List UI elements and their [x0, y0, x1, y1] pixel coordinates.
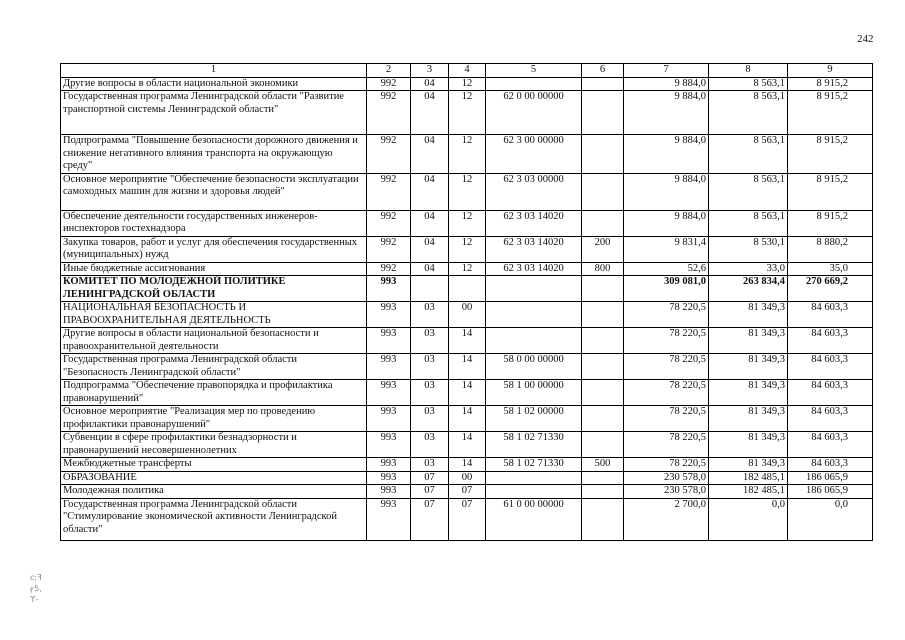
row-value-cell: 84 603,3 [788, 354, 873, 380]
row-value-cell: 9 884,0 [624, 210, 709, 236]
row-value-cell: 07 [411, 498, 449, 540]
row-value-cell: 62 3 00 00000 [486, 135, 582, 174]
row-value-cell: 52,6 [624, 262, 709, 276]
row-name-cell: Иные бюджетные ассигнования [61, 262, 367, 276]
header-cell: 3 [411, 64, 449, 78]
row-value-cell: 07 [449, 498, 486, 540]
row-value-cell [486, 471, 582, 485]
row-value-cell: 8 880,2 [788, 236, 873, 262]
table-row [61, 471, 873, 485]
row-value-cell [486, 77, 582, 91]
row-value-cell: 9 831,4 [624, 236, 709, 262]
row-value-cell: 8 563,1 [709, 135, 788, 174]
row-name-cell: Молодежная политика [61, 485, 367, 499]
table-row [61, 77, 873, 91]
row-value-cell: 14 [449, 354, 486, 380]
row-value-cell: 14 [449, 458, 486, 472]
table-row [61, 354, 873, 380]
table-row [61, 91, 873, 135]
row-value-cell: 03 [411, 302, 449, 328]
row-value-cell: 992 [367, 262, 411, 276]
row-value-cell: 12 [449, 173, 486, 210]
row-value-cell: 03 [411, 354, 449, 380]
row-value-cell: 993 [367, 328, 411, 354]
table-row [61, 498, 873, 540]
row-value-cell: 182 485,1 [709, 471, 788, 485]
row-value-cell: 993 [367, 485, 411, 499]
row-value-cell: 04 [411, 77, 449, 91]
row-value-cell: 992 [367, 91, 411, 135]
row-name-cell: Подпрограмма "Обеспечение правопорядка и профилактика правонарушений" [61, 380, 367, 406]
row-value-cell: 04 [411, 173, 449, 210]
row-value-cell: 14 [449, 380, 486, 406]
row-value-cell: 07 [449, 485, 486, 499]
row-value-cell: 230 578,0 [624, 485, 709, 499]
row-value-cell: 993 [367, 458, 411, 472]
row-name-cell: Субвенции в сфере профилактики безнадзорности и правонарушений несовершеннолетних [61, 432, 367, 458]
row-value-cell: 78 220,5 [624, 328, 709, 354]
table-row [61, 406, 873, 432]
row-value-cell: 993 [367, 471, 411, 485]
row-name-cell: Основное мероприятие "Обеспечение безопасности эксплуатации самоходных машин для жизни и здоровья людей" [61, 173, 367, 210]
row-value-cell: 12 [449, 210, 486, 236]
row-value-cell: 992 [367, 210, 411, 236]
table-row [61, 173, 873, 210]
table-row [61, 210, 873, 236]
row-value-cell: 993 [367, 354, 411, 380]
row-value-cell: 84 603,3 [788, 380, 873, 406]
margin-scribble: c;ꟻ ꝩ5, ϒ- [30, 573, 42, 604]
row-value-cell: 8 530,1 [709, 236, 788, 262]
row-value-cell: 78 220,5 [624, 406, 709, 432]
row-value-cell: 84 603,3 [788, 458, 873, 472]
row-value-cell: 58 1 02 00000 [486, 406, 582, 432]
row-value-cell: 8 915,2 [788, 135, 873, 174]
row-value-cell: 84 603,3 [788, 406, 873, 432]
row-value-cell: 81 349,3 [709, 406, 788, 432]
row-value-cell [582, 471, 624, 485]
row-value-cell: 993 [367, 432, 411, 458]
header-cell: 4 [449, 64, 486, 78]
row-value-cell: 81 349,3 [709, 354, 788, 380]
row-value-cell: 04 [411, 135, 449, 174]
row-value-cell: 04 [411, 210, 449, 236]
row-value-cell: 84 603,3 [788, 302, 873, 328]
header-cell: 5 [486, 64, 582, 78]
row-name-cell: Другие вопросы в области национальной экономики [61, 77, 367, 91]
row-value-cell: 9 884,0 [624, 135, 709, 174]
row-value-cell: 500 [582, 458, 624, 472]
row-value-cell: 81 349,3 [709, 432, 788, 458]
row-value-cell: 9 884,0 [624, 91, 709, 135]
row-name-cell: Закупка товаров, работ и услуг для обеспечения государственных (муниципальных) нужд [61, 236, 367, 262]
row-value-cell [582, 91, 624, 135]
row-value-cell: 993 [367, 498, 411, 540]
row-value-cell [582, 354, 624, 380]
row-value-cell: 14 [449, 432, 486, 458]
row-value-cell: 04 [411, 236, 449, 262]
table-row [61, 432, 873, 458]
row-value-cell: 309 081,0 [624, 276, 709, 302]
row-value-cell: 81 349,3 [709, 328, 788, 354]
header-row [61, 64, 873, 78]
row-value-cell: 84 603,3 [788, 328, 873, 354]
row-value-cell [582, 302, 624, 328]
row-value-cell: 12 [449, 91, 486, 135]
row-value-cell: 78 220,5 [624, 354, 709, 380]
row-value-cell: 186 065,9 [788, 471, 873, 485]
row-value-cell [582, 498, 624, 540]
row-name-cell: КОМИТЕТ ПО МОЛОДЕЖНОЙ ПОЛИТИКЕ ЛЕНИНГРАДСКОЙ ОБЛАСТИ [61, 276, 367, 302]
row-value-cell: 03 [411, 432, 449, 458]
row-name-cell: ОБРАЗОВАНИЕ [61, 471, 367, 485]
row-value-cell: 8 915,2 [788, 77, 873, 91]
row-value-cell: 84 603,3 [788, 432, 873, 458]
row-value-cell: 81 349,3 [709, 380, 788, 406]
row-value-cell: 62 3 03 14020 [486, 262, 582, 276]
row-value-cell: 0,0 [788, 498, 873, 540]
row-value-cell: 182 485,1 [709, 485, 788, 499]
row-value-cell: 800 [582, 262, 624, 276]
row-value-cell: 78 220,5 [624, 458, 709, 472]
row-value-cell: 14 [449, 328, 486, 354]
header-cell: 9 [788, 64, 873, 78]
row-value-cell: 200 [582, 236, 624, 262]
row-value-cell [486, 276, 582, 302]
row-value-cell: 12 [449, 135, 486, 174]
header-cell: 1 [61, 64, 367, 78]
row-value-cell: 07 [411, 471, 449, 485]
row-value-cell: 992 [367, 135, 411, 174]
row-value-cell [582, 77, 624, 91]
row-value-cell: 2 700,0 [624, 498, 709, 540]
table-row [61, 458, 873, 472]
table-row [61, 135, 873, 174]
row-value-cell: 04 [411, 262, 449, 276]
row-value-cell: 8 915,2 [788, 173, 873, 210]
row-value-cell: 03 [411, 380, 449, 406]
row-name-cell: Другие вопросы в области национальной безопасности и правоохранительной деятельности [61, 328, 367, 354]
row-value-cell: 12 [449, 236, 486, 262]
table-row [61, 276, 873, 302]
row-value-cell: 58 1 02 71330 [486, 458, 582, 472]
row-value-cell [449, 276, 486, 302]
row-value-cell [411, 276, 449, 302]
budget-table [60, 63, 873, 541]
row-value-cell: 8 563,1 [709, 77, 788, 91]
row-value-cell: 03 [411, 458, 449, 472]
header-cell: 7 [624, 64, 709, 78]
row-value-cell: 14 [449, 406, 486, 432]
row-value-cell [582, 485, 624, 499]
row-name-cell: Межбюджетные трансферты [61, 458, 367, 472]
row-value-cell: 58 0 00 00000 [486, 354, 582, 380]
row-value-cell [582, 276, 624, 302]
row-value-cell: 0,0 [709, 498, 788, 540]
row-value-cell: 8 563,1 [709, 91, 788, 135]
row-value-cell [582, 328, 624, 354]
row-value-cell: 81 349,3 [709, 458, 788, 472]
table-row [61, 262, 873, 276]
row-value-cell: 9 884,0 [624, 173, 709, 210]
row-value-cell [582, 432, 624, 458]
row-value-cell: 03 [411, 328, 449, 354]
header-cell: 2 [367, 64, 411, 78]
row-value-cell [486, 328, 582, 354]
row-value-cell [486, 485, 582, 499]
row-value-cell: 62 0 00 00000 [486, 91, 582, 135]
header-cell: 6 [582, 64, 624, 78]
row-value-cell [582, 135, 624, 174]
row-value-cell: 8 563,1 [709, 173, 788, 210]
row-value-cell: 993 [367, 302, 411, 328]
row-name-cell: Государственная программа Ленинградской области "Безопасность Ленинградской области" [61, 354, 367, 380]
row-name-cell: Государственная программа Ленинградской области "Развитие транспортной системы Ленинградской области" [61, 91, 367, 135]
row-name-cell: НАЦИОНАЛЬНАЯ БЕЗОПАСНОСТЬ И ПРАВООХРАНИТЕЛЬНАЯ ДЕЯТЕЛЬНОСТЬ [61, 302, 367, 328]
row-value-cell [582, 406, 624, 432]
row-value-cell: 58 1 02 71330 [486, 432, 582, 458]
row-name-cell: Обеспечение деятельности государственных инженеров-инспекторов гостехнадзора [61, 210, 367, 236]
header-cell: 8 [709, 64, 788, 78]
row-value-cell: 8 915,2 [788, 91, 873, 135]
row-value-cell: 35,0 [788, 262, 873, 276]
row-value-cell [582, 380, 624, 406]
row-value-cell: 62 3 03 14020 [486, 210, 582, 236]
page-number: 242 [857, 33, 874, 45]
row-value-cell: 270 669,2 [788, 276, 873, 302]
row-value-cell: 230 578,0 [624, 471, 709, 485]
row-name-cell: Основное мероприятие "Реализация мер по проведению профилактики правонарушений" [61, 406, 367, 432]
row-value-cell: 00 [449, 302, 486, 328]
row-value-cell [582, 210, 624, 236]
row-value-cell: 62 3 03 14020 [486, 236, 582, 262]
row-value-cell: 07 [411, 485, 449, 499]
row-value-cell: 12 [449, 77, 486, 91]
row-value-cell: 78 220,5 [624, 432, 709, 458]
row-value-cell: 186 065,9 [788, 485, 873, 499]
row-value-cell: 03 [411, 406, 449, 432]
row-value-cell: 12 [449, 262, 486, 276]
table-row [61, 328, 873, 354]
row-value-cell: 992 [367, 77, 411, 91]
row-value-cell: 00 [449, 471, 486, 485]
row-value-cell: 58 1 00 00000 [486, 380, 582, 406]
table-row [61, 302, 873, 328]
row-value-cell: 8 915,2 [788, 210, 873, 236]
row-value-cell: 8 563,1 [709, 210, 788, 236]
row-value-cell [486, 302, 582, 328]
table-row [61, 485, 873, 499]
row-value-cell: 33,0 [709, 262, 788, 276]
row-value-cell: 263 834,4 [709, 276, 788, 302]
table-row [61, 380, 873, 406]
row-value-cell: 993 [367, 406, 411, 432]
row-value-cell: 61 0 00 00000 [486, 498, 582, 540]
row-value-cell: 78 220,5 [624, 380, 709, 406]
table-row [61, 236, 873, 262]
row-value-cell: 993 [367, 380, 411, 406]
row-value-cell: 81 349,3 [709, 302, 788, 328]
row-value-cell: 04 [411, 91, 449, 135]
row-value-cell: 992 [367, 236, 411, 262]
row-name-cell: Подпрограмма "Повышение безопасности дорожного движения и снижение негативного влияния транспорта на окружающую среду" [61, 135, 367, 174]
row-value-cell: 992 [367, 173, 411, 210]
row-value-cell: 62 3 03 00000 [486, 173, 582, 210]
row-value-cell: 993 [367, 276, 411, 302]
row-value-cell [582, 173, 624, 210]
row-name-cell: Государственная программа Ленинградской области "Стимулирование экономической активности Ленинградской области" [61, 498, 367, 540]
row-value-cell: 78 220,5 [624, 302, 709, 328]
row-value-cell: 9 884,0 [624, 77, 709, 91]
